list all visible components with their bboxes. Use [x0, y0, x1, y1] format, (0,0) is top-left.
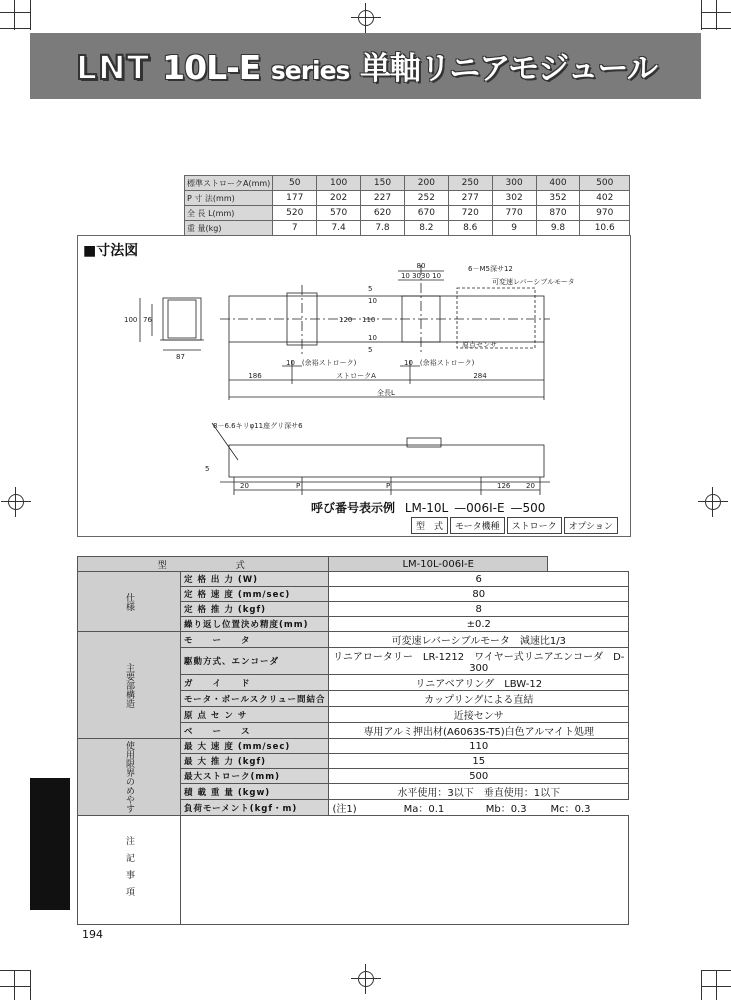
sensor-note: 原点センサ: [462, 341, 497, 349]
stroke-cell: 277: [448, 191, 492, 206]
stroke-cell: 300: [492, 176, 536, 191]
spec-value: 6: [329, 572, 629, 587]
moment-ma: Ma：0.1: [383, 800, 465, 816]
allow-left: 10 (余裕ストローク): [286, 359, 357, 367]
stroke-cell: 870: [536, 206, 580, 221]
stroke-cell: 970: [580, 206, 630, 221]
callout-code2: 006I-E: [466, 501, 505, 515]
spec-label: 定 格 推 力 (kgf): [181, 602, 329, 617]
spec-label: 最大ストローク(mm): [181, 769, 329, 784]
drawing-title: ■寸法図: [83, 243, 139, 259]
spec-value: 水平使用：3以下 垂直使用：1以下: [329, 784, 629, 800]
stroke-row-label: 標準ストロークA(mm): [185, 176, 273, 191]
model-name: 10L-E: [162, 48, 261, 87]
dim-20b: 20: [526, 482, 535, 490]
spec-label: 定 格 出 力 (W): [181, 572, 329, 587]
spec-label: ガ イ ド: [181, 675, 329, 691]
holes-note: 6－M5深サ12: [468, 265, 513, 273]
spec-label: モータ・ボールスクリュー間結合: [181, 691, 329, 707]
spec-value: 500: [329, 769, 629, 784]
callout-title: 呼び番号表示例: [311, 501, 396, 515]
stroke-cell: 227: [361, 191, 405, 206]
crop-mark: [716, 970, 717, 1000]
crop-mark: [0, 970, 30, 971]
stroke-cell: 400: [536, 176, 580, 191]
spec-group-label: 主要部構造: [78, 632, 181, 739]
stroke-cell: 177: [273, 191, 317, 206]
dim-110: 110: [362, 316, 376, 324]
spec-label: 積 載 重 量 (kgw): [181, 784, 329, 800]
crop-mark: [701, 970, 702, 1000]
crop-mark: [14, 970, 15, 1000]
stroke-cell: 500: [580, 176, 630, 191]
stroke-cell: 570: [317, 206, 361, 221]
stroke-row-label: 重 量(kg): [185, 221, 273, 236]
spec-value: リニアロータリー LR-1212 ワイヤー式リニアエンコーダ D-300: [329, 648, 629, 675]
spec-value: 110: [329, 739, 629, 754]
spec-row: [78, 572, 629, 587]
spec-row: [78, 632, 629, 648]
stroke-row-label: P 寸 法(mm): [185, 191, 273, 206]
title-jp: 単軸リニアモジュール: [359, 51, 657, 87]
side-tab: [30, 778, 70, 910]
part-number-example: 呼び番号表示例 LM-10L —006I-E —500: [311, 501, 546, 515]
stroke-cell: 8.2: [404, 221, 448, 236]
stroke-cell: 50: [273, 176, 317, 191]
total-length-label: 全長L: [377, 389, 395, 397]
stroke-cell: 7.8: [361, 221, 405, 236]
spec-table: [77, 556, 629, 925]
callout-code3: 500: [522, 501, 546, 515]
callout-label-option: オプション: [564, 517, 618, 534]
spec-label: 最 大 推 力 (kgf): [181, 754, 329, 769]
spec-value: 15: [329, 754, 629, 769]
stroke-a-label: ストロークA: [336, 372, 376, 380]
crop-mark: [0, 986, 30, 987]
dim-126: 126: [497, 482, 511, 490]
spec-label: 駆動方式、エンコーダ: [181, 648, 329, 675]
spec-value: 近接センサ: [329, 707, 629, 723]
spec-group-label: 使用限界のめやす: [78, 739, 181, 816]
stroke-cell: 302: [492, 191, 536, 206]
stroke-cell: 8.6: [448, 221, 492, 236]
stroke-cell: 352: [536, 191, 580, 206]
spec-label: ベ ー ス: [181, 723, 329, 739]
stroke-cell: 150: [361, 176, 405, 191]
stroke-cell: 770: [492, 206, 536, 221]
spec-label: 最 大 速 度 (mm/sec): [181, 739, 329, 754]
callout-label-type: 型 式: [411, 517, 448, 534]
spec-value: 8: [329, 602, 629, 617]
stroke-cell: 250: [448, 176, 492, 191]
spec-label: 繰り返し位置決め精度(mm): [181, 617, 329, 632]
crop-mark: [30, 970, 31, 1000]
spec-value: 80: [329, 587, 629, 602]
spec-header-value: LM-10L-006I-E: [329, 557, 547, 572]
motor-note: 可変速レバーシブルモータ: [492, 278, 575, 286]
moment-mc: Mc：0.3: [547, 800, 628, 816]
notes-body: [181, 816, 629, 925]
dim-186: 186: [248, 372, 262, 380]
stroke-cell: 252: [404, 191, 448, 206]
dim-103030: 10 3030 10: [400, 272, 442, 280]
end-view-body: [163, 298, 201, 340]
page-number: 194: [82, 928, 103, 941]
stroke-cell: 10.6: [580, 221, 630, 236]
dim-10a: 10: [368, 297, 377, 305]
dim-80: 80: [416, 262, 426, 270]
spec-label: モ ー タ: [181, 632, 329, 648]
dim-5c: 5: [205, 465, 210, 473]
stroke-cell: 7.4: [317, 221, 361, 236]
spec-value: リニアベアリング LBW-12: [329, 675, 629, 691]
notes-label: 注記事項: [78, 816, 181, 925]
stroke-cell: 202: [317, 191, 361, 206]
series-label: series: [270, 56, 350, 85]
stroke-cell: 7: [273, 221, 317, 236]
spec-value: ±0.2: [329, 617, 629, 632]
callout-code1: LM-10L: [404, 501, 449, 515]
p-right: P: [386, 482, 391, 490]
dim-5b: 5: [368, 346, 373, 354]
stroke-cell: 670: [404, 206, 448, 221]
callout-label-motor: モータ機種: [450, 517, 505, 534]
dim-100: 100: [124, 316, 138, 324]
dim-284: 284: [473, 372, 487, 380]
spec-value: 専用アルミ押出材(A6063S-T5)白色アルマイト処理: [329, 723, 629, 739]
allow-right: 10 (余裕ストローク): [404, 359, 475, 367]
p-left: P: [296, 482, 301, 490]
stroke-row-label: 全 長 L(mm): [185, 206, 273, 221]
carriage-side: [407, 438, 441, 447]
rail-side-view: [229, 445, 544, 477]
spec-row: [78, 739, 629, 754]
spec-label: 負荷モーメント(kgf・m): [181, 800, 329, 816]
moment-mb: Mb：0.3: [465, 800, 547, 816]
stroke-cell: 9.8: [536, 221, 580, 236]
end-view-inner: [168, 300, 196, 338]
callout-labels: [411, 517, 620, 534]
spec-value: カップリングによる直結: [329, 691, 629, 707]
stroke-cell: 100: [317, 176, 361, 191]
spec-label: 定 格 速 度 (mm/sec): [181, 587, 329, 602]
stroke-cell: 9: [492, 221, 536, 236]
dim-20a: 20: [240, 482, 249, 490]
spec-note-ref: (注1): [329, 800, 383, 816]
stroke-cell: 402: [580, 191, 630, 206]
spec-label: 原 点 セ ン サ: [181, 707, 329, 723]
mount-holes-note: 8－6.6キリφ11座グリ深サ6: [213, 422, 303, 430]
dim-5a: 5: [368, 285, 373, 293]
stroke-cell: 200: [404, 176, 448, 191]
dim-87: 87: [176, 353, 185, 361]
spec-group-label: 仕様: [78, 572, 181, 632]
stroke-cell: 720: [448, 206, 492, 221]
stroke-cell: 620: [361, 206, 405, 221]
spec-header-label: 型 式: [78, 557, 329, 572]
registration-mark-bottom: [351, 964, 381, 994]
spec-value: 可変速レバーシブルモータ 減速比1/3: [329, 632, 629, 648]
motor-outline: [457, 288, 535, 348]
spec-header-row: [78, 557, 629, 572]
dim-10b: 10: [368, 334, 377, 342]
lnt-logo: LNT: [76, 48, 151, 87]
notes-row: [78, 816, 629, 925]
callout-label-stroke: ストローク: [507, 517, 562, 534]
stroke-cell: 520: [273, 206, 317, 221]
dim-76: 76: [143, 316, 152, 324]
dim-120: 120: [339, 316, 353, 324]
